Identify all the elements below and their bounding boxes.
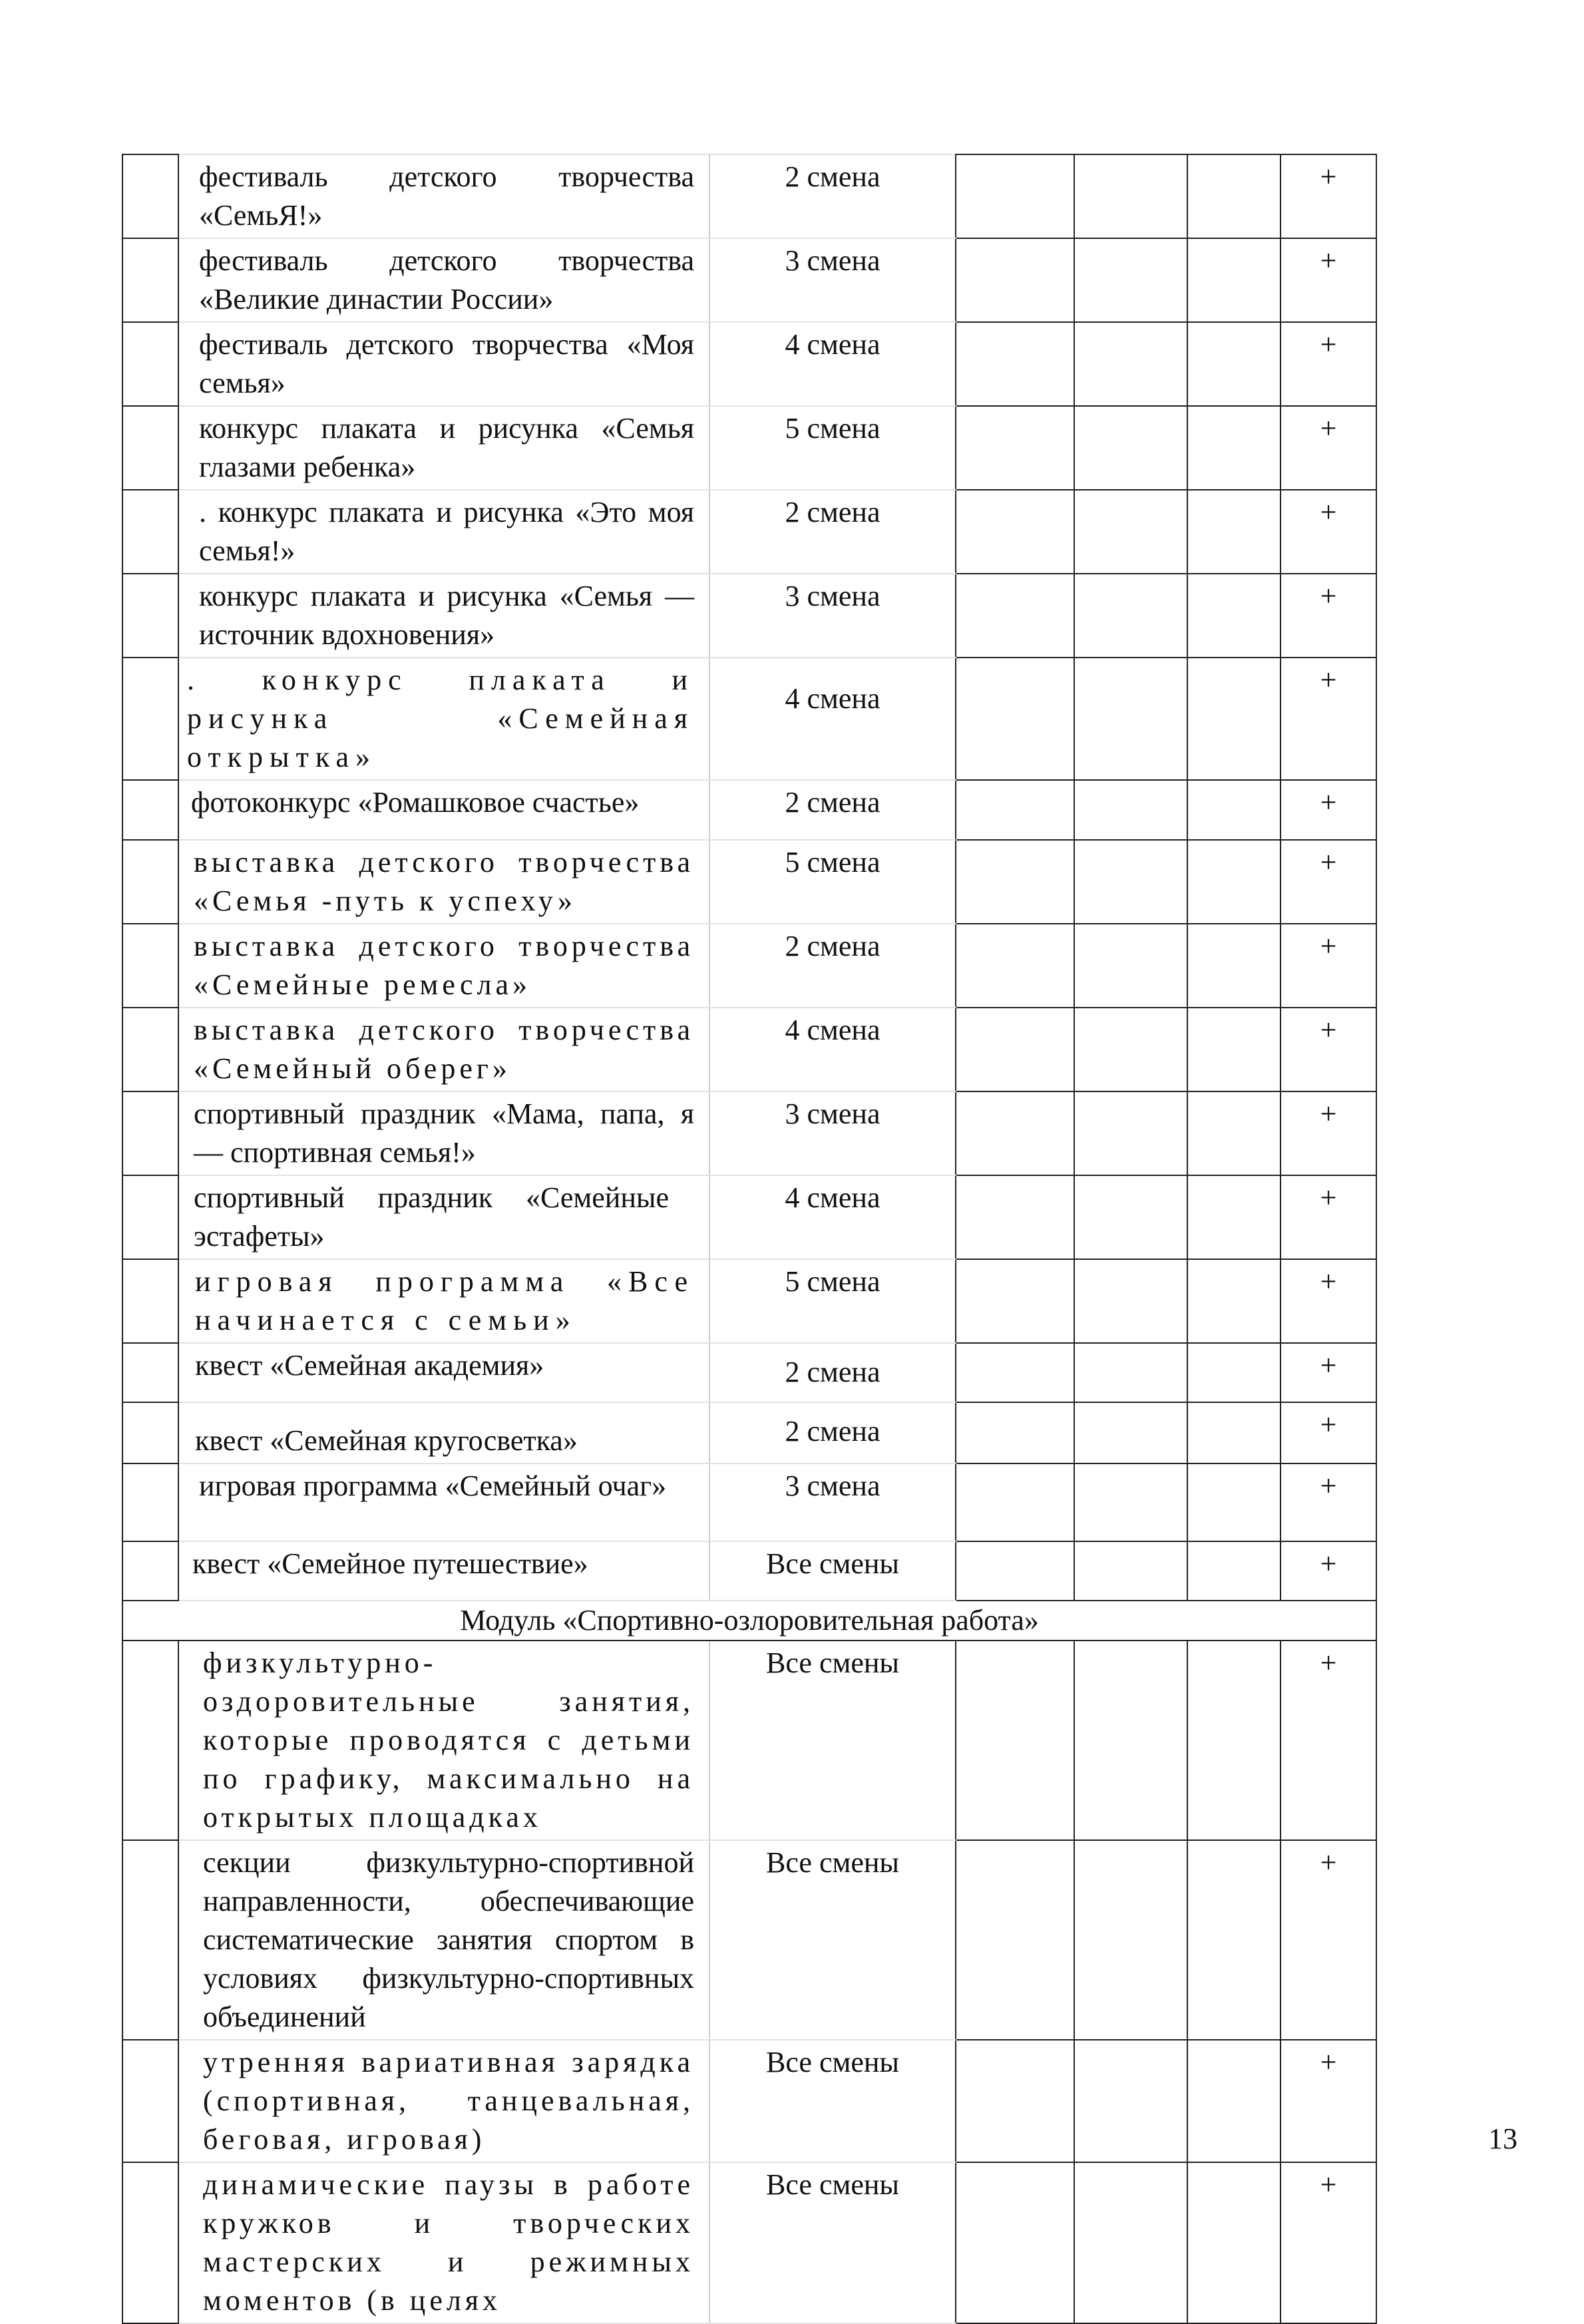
plus-mark: + (1320, 1646, 1337, 1679)
event-text: секции физкультурно-спортивной направленности, обеспечивающие систематические занятия спортом в условиях физкультурно-спортивных объединений (203, 1846, 694, 2033)
empty-cell (956, 406, 1074, 490)
plus-mark: + (1320, 786, 1337, 819)
shift-text: Все смены (766, 1547, 899, 1580)
empty-cell (956, 1343, 1074, 1402)
plus-mark: + (1320, 1014, 1337, 1046)
shift-text: 2 смена (785, 1415, 881, 1448)
page-number: 13 (1488, 2122, 1517, 2155)
shift-text: 4 смена (785, 328, 881, 361)
shift-text: 5 смена (785, 1265, 881, 1298)
event-text: спортивный праздник «Мама, папа, я — спортивная семья!» (194, 1097, 694, 1169)
mark-cell (1281, 924, 1376, 1008)
mark-cell (1281, 1343, 1376, 1402)
table-row (122, 1175, 1376, 1259)
num-cell (122, 322, 178, 406)
mark-cell (1281, 1091, 1376, 1175)
shift-cell (709, 1175, 956, 1259)
empty-cell (1074, 1402, 1187, 1463)
empty-cell (1074, 1343, 1187, 1402)
empty-cell (1187, 1008, 1281, 1091)
num-cell (122, 780, 178, 840)
mark-cell (1281, 780, 1376, 840)
empty-cell (1074, 924, 1187, 1008)
event-cell (178, 1541, 709, 1601)
empty-cell (956, 924, 1074, 1008)
empty-cell (1074, 1463, 1187, 1541)
plus-mark: + (1320, 1469, 1337, 1502)
empty-cell (1187, 154, 1281, 238)
empty-cell (1187, 322, 1281, 406)
shift-cell (709, 2162, 956, 2323)
mark-cell (1281, 2162, 1376, 2323)
empty-cell (956, 1008, 1074, 1091)
empty-cell (956, 1175, 1074, 1259)
mark-cell (1281, 1541, 1376, 1601)
empty-cell (1187, 1402, 1281, 1463)
num-cell (122, 238, 178, 322)
empty-cell (1074, 1259, 1187, 1343)
shift-cell (709, 1641, 956, 1840)
plan-table (122, 154, 1377, 2324)
mark-cell (1281, 322, 1376, 406)
empty-cell (956, 1259, 1074, 1343)
shift-cell (709, 1008, 956, 1091)
empty-cell (956, 2162, 1074, 2323)
table-row (122, 1091, 1376, 1175)
empty-cell (956, 780, 1074, 840)
event-cell (178, 1402, 709, 1463)
num-cell (122, 840, 178, 924)
empty-cell (956, 322, 1074, 406)
event-text: квест «Семейное путешествие» (192, 1547, 588, 1580)
shift-cell (709, 238, 956, 322)
event-cell (178, 924, 709, 1008)
module-title: Модуль «Спортивно-озлоровительная работа» (122, 1601, 1376, 1641)
shift-text: 4 смена (785, 1181, 881, 1214)
num-cell (122, 574, 178, 658)
shift-cell (709, 490, 956, 574)
empty-cell (1187, 1641, 1281, 1840)
empty-cell (956, 1641, 1074, 1840)
event-text: фестиваль детского творчества «Моя семья» (199, 328, 694, 399)
table-row (122, 574, 1376, 658)
event-cell (178, 1175, 709, 1259)
empty-cell (1074, 1641, 1187, 1840)
event-text: фотоконкурс «Ромашковое счастье» (191, 786, 640, 819)
event-text: утренняя вариативная зарядка (спортивная, танцевальная, беговая, игровая) (203, 2046, 694, 2156)
mark-cell (1281, 1641, 1376, 1840)
shift-text: 2 смена (785, 1356, 881, 1388)
shift-text: 3 смена (785, 244, 881, 277)
empty-cell (956, 490, 1074, 574)
event-cell (178, 840, 709, 924)
event-cell (178, 1463, 709, 1541)
empty-cell (1074, 490, 1187, 574)
shift-text: 2 смена (785, 930, 881, 962)
empty-cell (956, 658, 1074, 780)
event-text: конкурс плаката и рисунка «Семья глазами ребенка» (199, 412, 694, 483)
event-cell (178, 1840, 709, 2040)
shift-text: 5 смена (785, 846, 881, 878)
num-cell (122, 924, 178, 1008)
event-cell (178, 322, 709, 406)
shift-cell (709, 574, 956, 658)
empty-cell (1187, 1091, 1281, 1175)
empty-cell (1187, 406, 1281, 490)
table-row (122, 490, 1376, 574)
mark-cell (1281, 238, 1376, 322)
table-row (122, 924, 1376, 1008)
empty-cell (1187, 490, 1281, 574)
empty-cell (1187, 2040, 1281, 2162)
plus-mark: + (1320, 2046, 1337, 2078)
num-cell (122, 658, 178, 780)
event-cell (178, 574, 709, 658)
empty-cell (956, 1541, 1074, 1601)
shift-text: 4 смена (785, 1014, 881, 1046)
event-text: квест «Семейная кругосветка» (195, 1424, 578, 1457)
event-cell (178, 1008, 709, 1091)
table-row (122, 1343, 1376, 1402)
plus-mark: + (1320, 664, 1337, 696)
event-cell (178, 780, 709, 840)
empty-cell (956, 1091, 1074, 1175)
event-cell (178, 1343, 709, 1402)
empty-cell (1074, 154, 1187, 238)
num-cell (122, 1091, 178, 1175)
event-text: выставка детского творчества «Семейные ремесла» (194, 930, 694, 1001)
empty-cell (956, 1463, 1074, 1541)
shift-text: 3 смена (785, 580, 881, 612)
mark-cell (1281, 1463, 1376, 1541)
empty-cell (956, 840, 1074, 924)
mark-cell (1281, 2040, 1376, 2162)
num-cell (122, 1008, 178, 1091)
event-cell (178, 2040, 709, 2162)
table-row (122, 840, 1376, 924)
table-row (122, 154, 1376, 238)
event-text: игровая программа «Семейный очаг» (199, 1469, 667, 1502)
plus-mark: + (1320, 1846, 1337, 1879)
plus-mark: + (1320, 412, 1337, 445)
event-text: конкурс плаката и рисунка «Семья — источник вдохновения» (199, 580, 694, 651)
plus-mark: + (1320, 580, 1337, 612)
empty-cell (956, 238, 1074, 322)
empty-cell (1187, 2162, 1281, 2323)
module-row (122, 1601, 1376, 1641)
shift-cell (709, 1091, 956, 1175)
shift-text: Все смены (766, 2168, 899, 2201)
empty-cell (1187, 1343, 1281, 1402)
table-row (122, 658, 1376, 780)
empty-cell (1074, 780, 1187, 840)
event-text: игровая программа «Все начинается с семьи» (195, 1265, 694, 1336)
event-text: выставка детского творчества «Семейный оберег» (194, 1014, 694, 1085)
shift-text: 4 смена (785, 682, 881, 715)
shift-text: Все смены (766, 1646, 899, 1679)
event-cell (178, 490, 709, 574)
shift-text: 2 смена (785, 160, 881, 193)
empty-cell (1187, 658, 1281, 780)
shift-text: 3 смена (785, 1469, 881, 1502)
event-text: динамические паузы в работе кружков и творческих мастерских и режимных моментов (в целях (203, 2168, 694, 2317)
mark-cell (1281, 406, 1376, 490)
empty-cell (1074, 322, 1187, 406)
shift-cell (709, 154, 956, 238)
shift-cell (709, 406, 956, 490)
empty-cell (1074, 840, 1187, 924)
table-row (122, 1008, 1376, 1091)
mark-cell (1281, 1840, 1376, 2040)
shift-text: Все смены (766, 2046, 899, 2078)
empty-cell (1074, 1008, 1187, 1091)
empty-cell (1074, 658, 1187, 780)
event-cell (178, 154, 709, 238)
empty-cell (1074, 1091, 1187, 1175)
empty-cell (1074, 2040, 1187, 2162)
num-cell (122, 490, 178, 574)
table-row (122, 1259, 1376, 1343)
plus-mark: + (1320, 1265, 1337, 1298)
shift-cell (709, 1840, 956, 2040)
shift-cell (709, 1259, 956, 1343)
table-row (122, 1463, 1376, 1541)
shift-text: 3 смена (785, 1097, 881, 1130)
mark-cell (1281, 574, 1376, 658)
empty-cell (1187, 840, 1281, 924)
event-text: квест «Семейная академия» (195, 1349, 544, 1382)
event-text: . конкурс плаката и рисунка «Семейная открытка» (187, 664, 694, 773)
shift-cell (709, 924, 956, 1008)
shift-cell (709, 1402, 956, 1463)
empty-cell (1074, 238, 1187, 322)
event-text: спортивный праздник «Семейные эстафеты» (194, 1181, 669, 1253)
empty-cell (1187, 574, 1281, 658)
table-row (122, 2040, 1376, 2162)
num-cell (122, 1175, 178, 1259)
plus-mark: + (1320, 2168, 1337, 2201)
empty-cell (1187, 1541, 1281, 1601)
empty-cell (1074, 406, 1187, 490)
plus-mark: + (1320, 846, 1337, 878)
empty-cell (956, 2040, 1074, 2162)
num-cell (122, 1343, 178, 1402)
num-cell (122, 1402, 178, 1463)
num-cell (122, 154, 178, 238)
plus-mark: + (1320, 1349, 1337, 1382)
num-cell (122, 1641, 178, 1840)
table-row (122, 1541, 1376, 1601)
empty-cell (956, 1402, 1074, 1463)
mark-cell (1281, 154, 1376, 238)
mark-cell (1281, 1259, 1376, 1343)
empty-cell (1074, 1541, 1187, 1601)
empty-cell (1074, 1175, 1187, 1259)
num-cell (122, 1259, 178, 1343)
plus-mark: + (1320, 1181, 1337, 1214)
event-cell (178, 658, 709, 780)
mark-cell (1281, 1175, 1376, 1259)
table-row (122, 406, 1376, 490)
mark-cell (1281, 1008, 1376, 1091)
empty-cell (1187, 1840, 1281, 2040)
shift-cell (709, 1541, 956, 1601)
event-text: фестиваль детского творчества «СемьЯ!» (199, 160, 694, 232)
plus-mark: + (1320, 328, 1337, 361)
plus-mark: + (1320, 160, 1337, 193)
shift-text: 2 смена (785, 496, 881, 528)
num-cell (122, 1463, 178, 1541)
plus-mark: + (1320, 1547, 1337, 1580)
table-row (122, 322, 1376, 406)
empty-cell (1187, 924, 1281, 1008)
mark-cell (1281, 490, 1376, 574)
plus-mark: + (1320, 244, 1337, 277)
plus-mark: + (1320, 1097, 1337, 1130)
shift-cell (709, 322, 956, 406)
empty-cell (956, 574, 1074, 658)
empty-cell (1187, 1175, 1281, 1259)
num-cell (122, 2040, 178, 2162)
mark-cell (1281, 1402, 1376, 1463)
empty-cell (1187, 238, 1281, 322)
table-row (122, 2162, 1376, 2323)
table-row (122, 1402, 1376, 1463)
shift-cell (709, 1343, 956, 1402)
empty-cell (1187, 1259, 1281, 1343)
shift-text: Все смены (766, 1846, 899, 1879)
empty-cell (1187, 1463, 1281, 1541)
table-row (122, 780, 1376, 840)
num-cell (122, 2162, 178, 2323)
event-cell (178, 2162, 709, 2323)
event-text: . конкурс плаката и рисунка «Это моя семья!» (199, 496, 694, 567)
plus-mark: + (1320, 930, 1337, 962)
event-cell (178, 1259, 709, 1343)
event-text: фестиваль детского творчества «Великие династии России» (199, 244, 694, 315)
empty-cell (1074, 574, 1187, 658)
empty-cell (1074, 1840, 1187, 2040)
shift-cell (709, 1463, 956, 1541)
empty-cell (1187, 780, 1281, 840)
mark-cell (1281, 658, 1376, 780)
empty-cell (956, 154, 1074, 238)
table-row (122, 1641, 1376, 1840)
shift-cell (709, 840, 956, 924)
event-cell (178, 1641, 709, 1840)
event-cell (178, 238, 709, 322)
shift-cell (709, 658, 956, 780)
event-cell (178, 406, 709, 490)
num-cell (122, 406, 178, 490)
num-cell (122, 1840, 178, 2040)
shift-text: 2 смена (785, 786, 881, 819)
num-cell (122, 1541, 178, 1601)
event-text: выставка детского творчества «Семья -путь к успеху» (194, 846, 694, 917)
table-row (122, 1840, 1376, 2040)
plus-mark: + (1320, 1408, 1337, 1441)
mark-cell (1281, 840, 1376, 924)
plus-mark: + (1320, 496, 1337, 528)
shift-cell (709, 780, 956, 840)
event-text: физкультурно-оздоровительные занятия, которые проводятся с детьми по графику, максимально на открытых площадках (203, 1646, 694, 1834)
event-cell (178, 1091, 709, 1175)
empty-cell (956, 1840, 1074, 2040)
empty-cell (1074, 2162, 1187, 2323)
shift-cell (709, 2040, 956, 2162)
table-row (122, 238, 1376, 322)
shift-text: 5 смена (785, 412, 881, 445)
